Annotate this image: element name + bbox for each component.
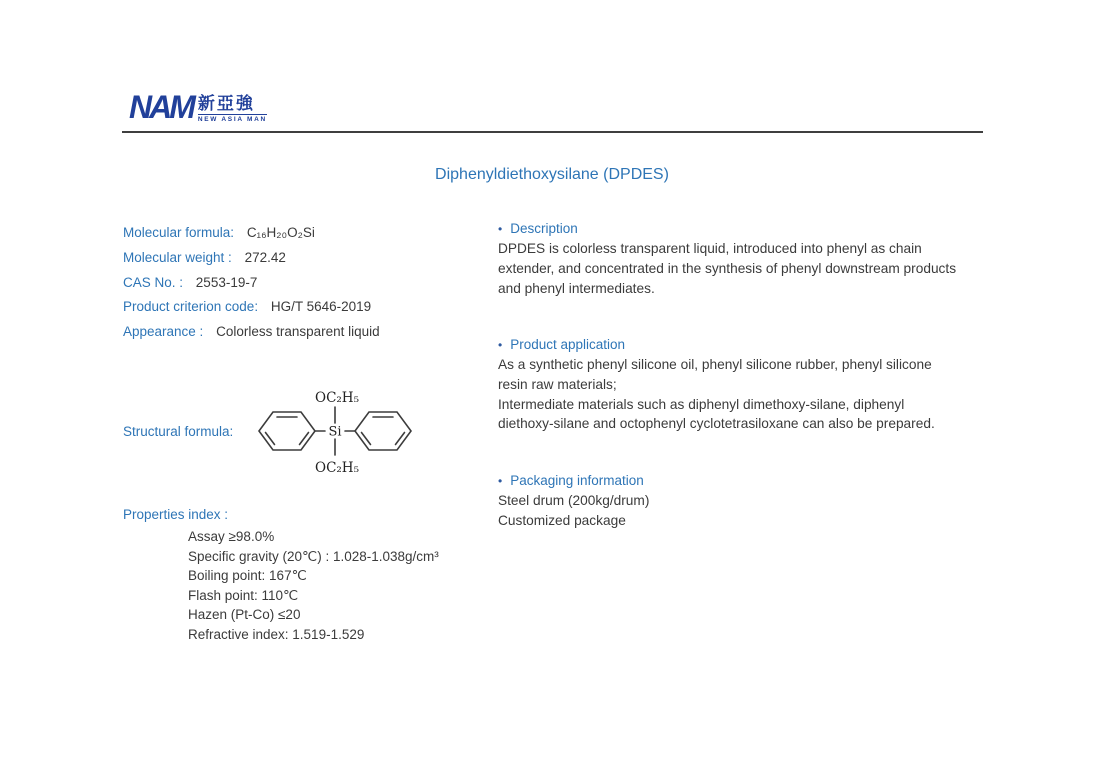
description-text: DPDES is colorless transparent liquid, introduced into phenyl as chain extender, and concentrated in the synthesis of phenyl downstream products and phenyl intermediates.: [498, 241, 957, 296]
property-refractive-index: Refractive index: 1.519-1.529: [188, 626, 365, 642]
section-body: [498, 491, 962, 531]
spec-value: Colorless transparent liquid: [216, 324, 380, 340]
section-body: [498, 355, 962, 434]
properties-index-heading: Properties index :: [123, 507, 229, 522]
application-text-1: As a synthetic phenyl silicone oil, phenyl silicone rubber, phenyl silicone resin raw materials;: [498, 357, 932, 392]
logo-nam-text: NAM: [129, 89, 193, 125]
logo-subtext: NEW ASIA MAN: [197, 116, 267, 123]
spec-label: CAS No. :: [123, 274, 184, 290]
application-text-2: Intermediate materials such as diphenyl dimethoxy-silane, diphenyl diethoxy-silane and octophenyl cyclotetrasiloxane can also be prepared.: [498, 396, 935, 432]
section-heading-description: • Description: [498, 219, 962, 239]
spec-row-appearance: [123, 320, 380, 345]
structural-formula-diagram: [257, 379, 413, 483]
section-body: [498, 239, 962, 298]
spec-label: Molecular formula:: [123, 225, 235, 240]
section-description: [498, 219, 962, 298]
header-rule: [122, 131, 983, 133]
company-logo: [129, 91, 267, 123]
packaging-text-1: Steel drum (200kg/drum): [498, 493, 650, 508]
page-title: Diphenyldiethoxysilane (DPDES): [435, 166, 669, 183]
spec-row-product-criterion-code: [123, 295, 380, 320]
section-packaging-information: [498, 471, 962, 531]
property-flash-point: Flash point: 110℃: [188, 587, 299, 603]
properties-list: [188, 527, 439, 645]
spec-value: 2553-19-7: [195, 274, 258, 290]
spec-list: [123, 221, 380, 345]
ethoxy-group-top: OC₂H₅: [315, 390, 359, 406]
spec-value: C₁₆H₂₀O₂Si: [246, 225, 315, 240]
section-heading-packaging-information: • Packaging information: [498, 471, 962, 491]
property-hazen: Hazen (Pt-Co) ≤20: [188, 607, 301, 623]
property-specific-gravity: Specific gravity (20℃) : 1.028-1.038g/cm³: [188, 548, 439, 564]
section-heading-product-application: • Product application: [498, 335, 962, 355]
spec-value: 272.42: [244, 249, 286, 265]
silicon-atom-label: Si: [328, 424, 342, 440]
section-product-application: [498, 335, 962, 434]
property-assay: Assay ≥98.0%: [188, 529, 275, 544]
ethoxy-group-bottom: OC₂H₅: [315, 460, 359, 476]
structural-formula-label: Structural formula:: [123, 424, 234, 439]
logo-chinese-text: 新亞強: [197, 94, 255, 113]
spec-label: Appearance :: [123, 324, 204, 340]
spec-row-molecular-formula: [123, 221, 380, 246]
spec-value: HG/T 5646-2019: [270, 299, 372, 315]
packaging-text-2: Customized package: [498, 512, 626, 528]
spec-row-molecular-weight: [123, 246, 380, 271]
property-boiling-point: Boiling point: 167℃: [188, 568, 307, 584]
molecule-structure-svg: [257, 379, 413, 483]
spec-label: Product criterion code:: [123, 299, 259, 315]
logo-right-block: [198, 95, 267, 123]
spec-row-cas-no: [123, 271, 380, 296]
spec-label: Molecular weight :: [123, 249, 232, 265]
